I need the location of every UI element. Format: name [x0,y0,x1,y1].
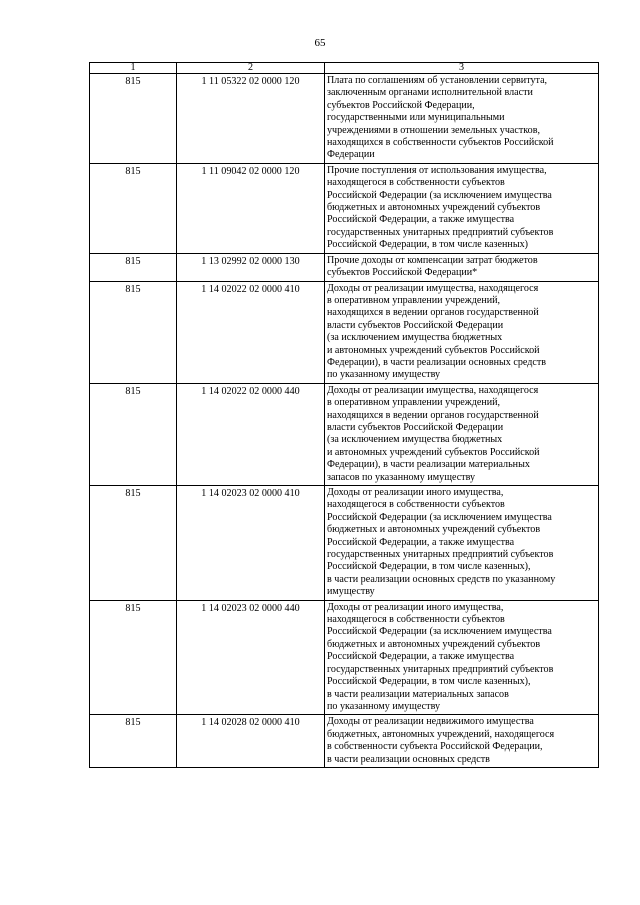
revenue-description-cell [325,383,599,485]
description-line: (за исключением имущества бюджетных [327,332,503,344]
description-line: в части реализации основных средств [327,753,490,765]
description-line: Российской Федерации, в том числе казенных) [327,239,529,251]
description-line: бюджетных и автономных учреждений субъектов [327,202,541,214]
table-body [90,63,599,768]
description-line: Российской Федерации, в том числе казенных), [327,676,531,688]
revenue-code-cell: 1 14 02023 02 0000 410 [177,486,325,601]
table-row [90,715,599,768]
description-line: находящегося в собственности субъектов [327,177,505,189]
admin-code-cell: 815 [90,383,177,485]
description-line: государственными или муниципальными [327,112,505,124]
description-line: Федерации), в части реализации основных средств [327,356,547,368]
revenue-code-cell: 1 14 02022 02 0000 440 [177,383,325,485]
admin-code-cell: 815 [90,600,177,715]
header-col-1: 1 [90,63,177,74]
admin-code-cell: 815 [90,74,177,164]
table-header-row [90,63,599,74]
description-line: субъектов Российской Федерации, [327,99,475,111]
description-line: Доходы от реализации имущества, находящегося [327,282,539,294]
admin-code-cell: 815 [90,715,177,768]
description-line: заключенным органами исполнительной власти [327,87,533,99]
revenue-code-cell: 1 14 02023 02 0000 440 [177,600,325,715]
description-line: государственных унитарных предприятий субъектов [327,549,554,561]
description-line: Российской Федерации, а также имущества [327,214,515,226]
revenue-code-cell: 1 13 02992 02 0000 130 [177,253,325,281]
description-line: (за исключением имущества бюджетных [327,434,503,446]
revenue-description-cell [325,253,599,281]
description-line: находящихся в собственности субъектов Российской [327,137,554,149]
description-line: Доходы от реализации имущества, находящегося [327,384,539,396]
description-line: имуществу [327,586,375,598]
table-row [90,383,599,485]
description-line: и автономных учреждений субъектов Российской [327,344,540,356]
description-line: в части реализации материальных запасов [327,688,509,700]
description-line: находящихся в ведении органов государственной [327,409,539,421]
description-line: власти субъектов Российской Федерации [327,421,504,433]
revenue-description-cell [325,486,599,601]
table-row [90,600,599,715]
description-line: Федерации), в части реализации материальных [327,459,530,471]
description-line: Российской Федерации (за исключением имущества [327,511,552,523]
description-line: государственных унитарных предприятий субъектов [327,226,554,238]
description-line: находящихся в ведении органов государственной [327,307,539,319]
description-line: Прочие поступления от использования имущества, [327,164,547,176]
description-line: бюджетных, автономных учреждений, находящегося [327,728,555,740]
description-line: государственных унитарных предприятий субъектов [327,663,554,675]
revenue-description-cell [325,281,599,383]
revenue-description-cell [325,715,599,768]
description-line: субъектов Российской Федерации* [327,267,478,279]
revenue-description-cell [325,163,599,253]
table-row [90,281,599,383]
revenue-code-cell: 1 14 02022 02 0000 410 [177,281,325,383]
description-line: бюджетных и автономных учреждений субъектов [327,524,541,536]
table-row [90,486,599,601]
description-line: Доходы от реализации иного имущества, [327,487,504,498]
revenue-code-cell: 1 11 09042 02 0000 120 [177,163,325,253]
description-line: и автономных учреждений субъектов Российской [327,446,540,458]
description-line: Доходы от реализации недвижимого имущества [327,716,534,728]
header-col-2: 2 [177,63,325,74]
description-line: бюджетных и автономных учреждений субъектов [327,638,541,650]
description-line: находящегося в собственности субъектов [327,614,505,626]
description-line: по указанному имуществу [327,369,441,381]
description-line: Российской Федерации (за исключением имущества [327,626,552,638]
description-line: запасов по указанному имуществу [327,471,476,483]
description-line: Доходы от реализации иного имущества, [327,601,504,613]
table-row [90,163,599,253]
description-line: в оперативном управлении учреждений, [327,294,501,306]
revenue-code-cell: 1 14 02028 02 0000 410 [177,715,325,768]
description-line: по указанному имуществу [327,700,441,712]
table-row [90,74,599,164]
admin-code-cell: 815 [90,253,177,281]
description-line: Прочие доходы от компенсации затрат бюджетов [327,254,538,266]
description-line: в собственности субъекта Российской Федерации, [327,741,543,753]
description-line: Российской Федерации (за исключением имущества [327,189,552,201]
description-line: находящегося в собственности субъектов [327,499,505,511]
description-line: в части реализации основных средств по указанному [327,573,556,585]
description-line: Российской Федерации, а также имущества [327,651,515,663]
revenue-description-cell [325,600,599,715]
description-line: учреждениями в отношении земельных участков, [327,124,540,136]
description-line: власти субъектов Российской Федерации [327,319,504,331]
table-row [90,253,599,281]
admin-code-cell: 815 [90,486,177,601]
description-line: Российской Федерации, в том числе казенных), [327,561,531,573]
description-line: Плата по соглашениям об установлении сервитута, [327,75,548,86]
revenue-codes-table [89,62,599,768]
revenue-description-cell [325,74,599,164]
admin-code-cell: 815 [90,281,177,383]
admin-code-cell: 815 [90,163,177,253]
page-number: 65 [314,37,326,49]
description-line: Федерации [327,149,375,161]
description-line: в оперативном управлении учреждений, [327,397,501,409]
header-col-3: 3 [325,63,599,74]
revenue-code-cell: 1 11 05322 02 0000 120 [177,74,325,164]
description-line: Российской Федерации, а также имущества [327,536,515,548]
